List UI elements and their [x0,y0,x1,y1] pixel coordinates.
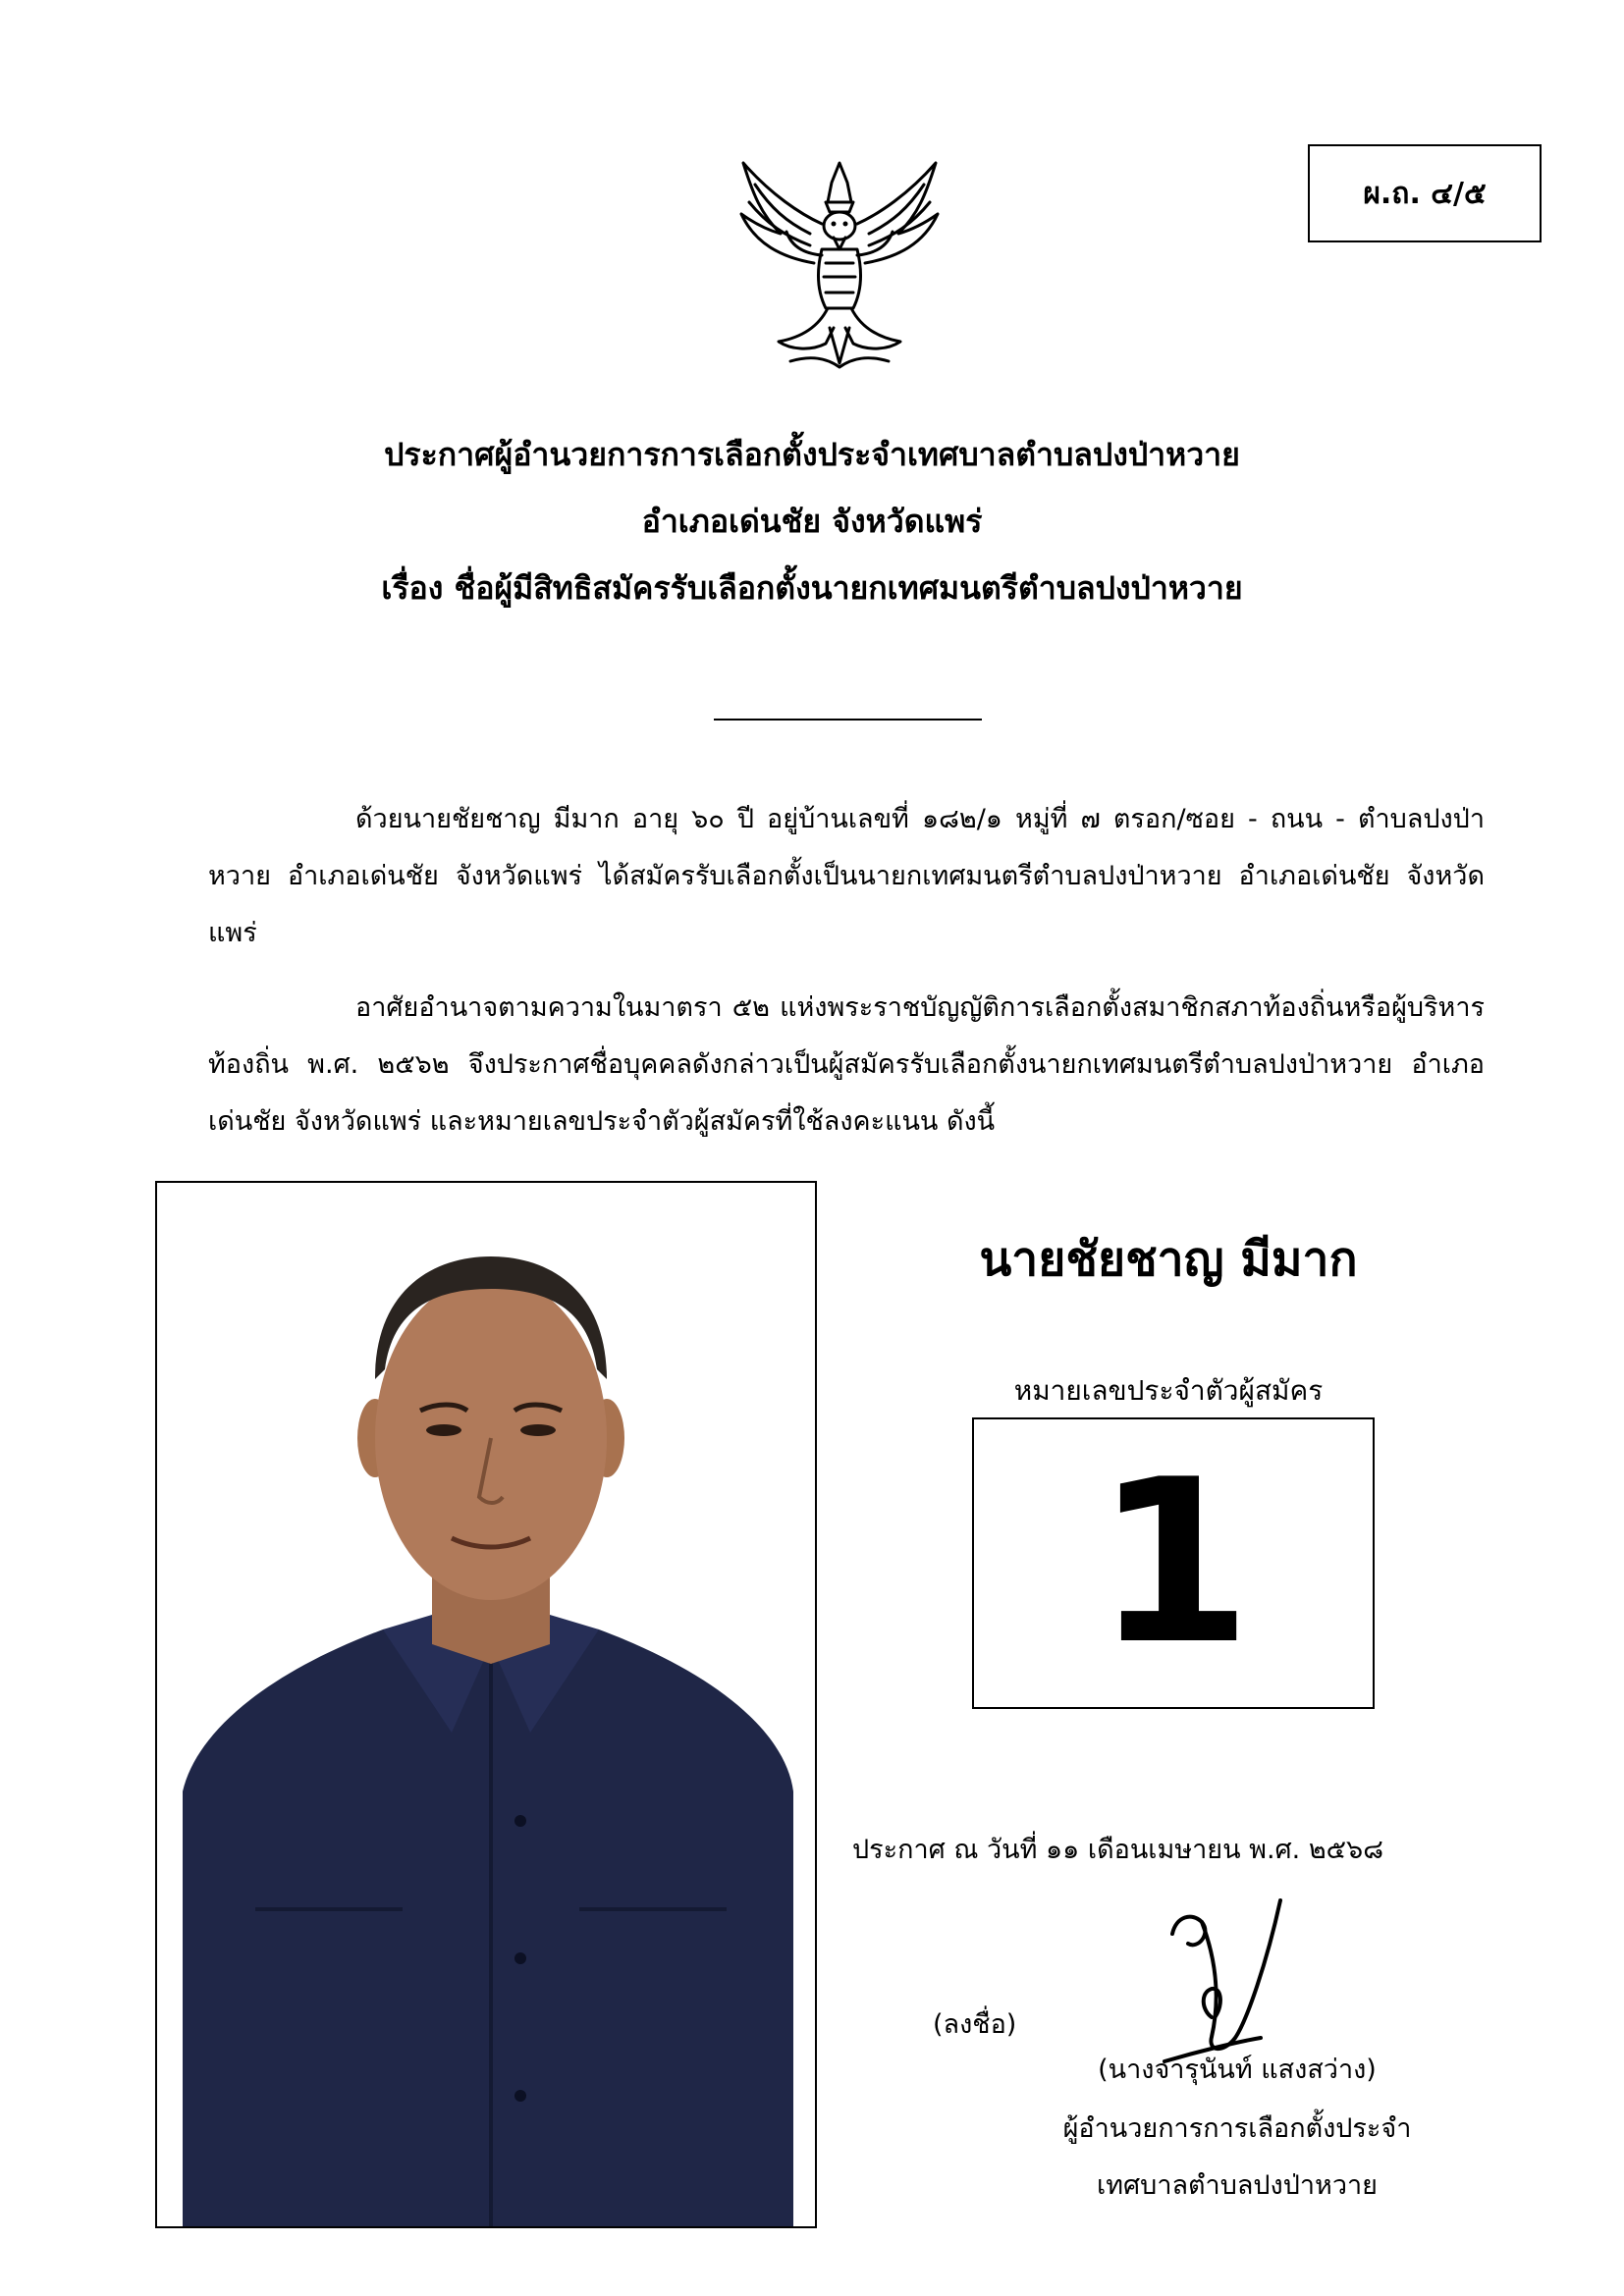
body-paragraph-2-text: อาศัยอำนาจตามความในมาตรา ๕๒ แห่งพระราชบัญญัติการเลือกตั้งสมาชิกสภาท้องถิ่นหรือผู้บริหารท้องถิ่น พ.ศ. ๒๕๖๒ จึงประกาศชื่อบุคคลดังกล่าวเป็นผู้สมัครรับเลือกตั้งนายกเทศมนตรีตำบลปงป่าหวาย อำเภอเด่นชัย จังหวัดแพร่ และหมายเลขประจำตัวผู้สมัครที่ใช้ลงคะแนน ดังนี้ [208,992,1485,1137]
candidate-number-box [972,1417,1375,1709]
signer-position-line1: ผู้อำนวยการการเลือกตั้งประจำ [1062,2113,1412,2144]
body-paragraph-2 [208,980,1485,1150]
announcement-title-line3: เรื่อง ชื่อผู้มีสิทธิสมัครรับเลือกตั้งนายกเทศมนตรีตำบลปงป่าหวาย [381,569,1243,607]
candidate-number: 1 [1094,1431,1253,1694]
signer-name: (นางจารุนันท์ แสงสว่าง) [1098,2055,1377,2085]
signer-position-line2: เทศบาลตำบลปงป่าหวาย [1097,2170,1378,2201]
candidate-number-label: หมายเลขประจำตัวผู้สมัคร [1013,1374,1324,1407]
candidate-photo [155,1181,817,2228]
garuda-emblem-icon [731,155,947,376]
form-code: ผ.ถ. ๔/๕ [1363,176,1487,211]
title-divider [714,719,982,721]
announcement-date: ประกาศ ณ วันที่ ๑๑ เดือนเมษายน พ.ศ. ๒๕๖๘ [852,1835,1384,1865]
candidate-portrait-icon [157,1183,817,2228]
candidate-name: นายชัยชาญ มีมาก [979,1232,1358,1287]
form-code-box [1308,144,1542,242]
body-paragraph-1-text: ด้วยนายชัยชาญ มีมาก อายุ ๖๐ ปี อยู่บ้านเลขที่ ๑๘๒/๑ หมู่ที่ ๗ ตรอก/ซอย - ถนน - ตำบลปงป่าหวาย อำเภอเด่นชัย จังหวัดแพร่ ได้สมัครรับเลือกตั้งเป็นนายกเทศมนตรีตำบลปงป่าหวาย อำเภอเด่นชัย จังหวัดแพร่ [208,804,1485,948]
announcement-title-line2: อำเภอเด่นชัย จังหวัดแพร่ [641,503,983,540]
announcement-title-line1: ประกาศผู้อำนวยการการเลือกตั้งประจำเทศบาลตำบลปงป่าหวาย [384,436,1240,473]
signature-label: (ลงชื่อ) [933,2009,1017,2040]
signature-icon [1159,1895,1306,2066]
body-paragraph-1 [208,791,1485,962]
